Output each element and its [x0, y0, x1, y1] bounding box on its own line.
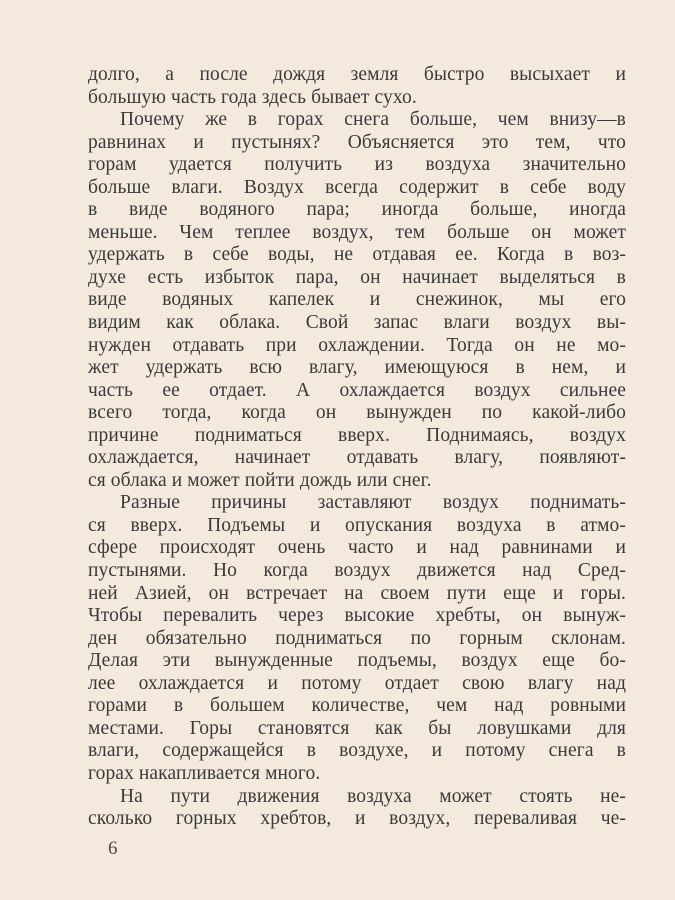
text-line: меньше. Чем теплее воздух, тем больше он может [88, 221, 626, 243]
text-line: местами. Горы становятся как бы ловушками для [88, 717, 626, 739]
page-body [88, 64, 626, 831]
text-line: сколько горных хребтов, и воздух, переваливая че- [88, 808, 626, 830]
text-line: ся облака и может пойти дождь или снег. [88, 469, 432, 491]
text-line: жет удержать всю влагу, имеющуюся в нем, и [88, 357, 626, 379]
text-line: виде водяных капелек и снежинок, мы его [88, 289, 626, 311]
text-line: равнинах и пустынях? Объясняется это тем, что [88, 131, 626, 153]
text-line: больше влаги. Воздух всегда содержит в себе воду [88, 176, 626, 198]
text-line: причине подниматься вверх. Поднимаясь, воздух [88, 424, 626, 446]
text-line: Почему же в горах снега больше, чем внизу—в [120, 109, 626, 131]
text-line: всего тогда, когда он вынужден по какой-либо [88, 402, 626, 424]
text-line: влаги, содержащейся в воздухе, и потому снега в [88, 740, 626, 762]
text-line: горам удается получить из воздуха значительно [88, 154, 626, 176]
page-number: 6 [108, 838, 118, 859]
text-line: Делая эти вынужденные подъемы, воздух еще бо- [88, 650, 626, 672]
text-line: часть ее отдает. А охлаждается воздух сильнее [88, 379, 626, 401]
text-line: ся вверх. Подъемы и опускания воздуха в атмо- [88, 514, 626, 536]
text-line: в виде водяного пара; иногда больше, иногда [88, 199, 626, 221]
text-line: охлаждается, начинает отдавать влагу, появляют- [88, 447, 626, 469]
text-line: лее охлаждается и потому отдает свою влагу над [88, 672, 626, 694]
text-line: Чтобы перевалить через высокие хребты, он вынуж- [88, 605, 626, 627]
text-line: нужден отдавать при охлаждении. Тогда он не мо- [88, 334, 626, 356]
text-line: ден обязательно подниматься по горным склонам. [88, 627, 626, 649]
text-line: пустынями. Но когда воздух движется над Сред- [88, 560, 626, 582]
text-line: горах накапливается много. [88, 762, 321, 784]
text-line: горами в большем количестве, чем над ровными [88, 695, 626, 717]
text-line: видим как облака. Свой запас влаги воздух вы- [88, 312, 626, 334]
text-line: сфере происходят очень часто и над равнинами и [88, 537, 626, 559]
text-line: На пути движения воздуха может стоять не- [120, 785, 626, 807]
text-line: большую часть года здесь бывает сухо. [88, 86, 417, 108]
text-line: духе есть избыток пара, он начинает выделяться в [88, 266, 626, 288]
text-line: ней Азией, он встречает на своем пути еще и горы. [88, 582, 626, 604]
text-line: Разные причины заставляют воздух поднимать- [120, 492, 626, 514]
text-line: долго, а после дождя земля быстро высыхает и [88, 64, 626, 85]
text-line: удержать в себе воды, не отдавая ее. Когда в воз- [88, 244, 626, 266]
